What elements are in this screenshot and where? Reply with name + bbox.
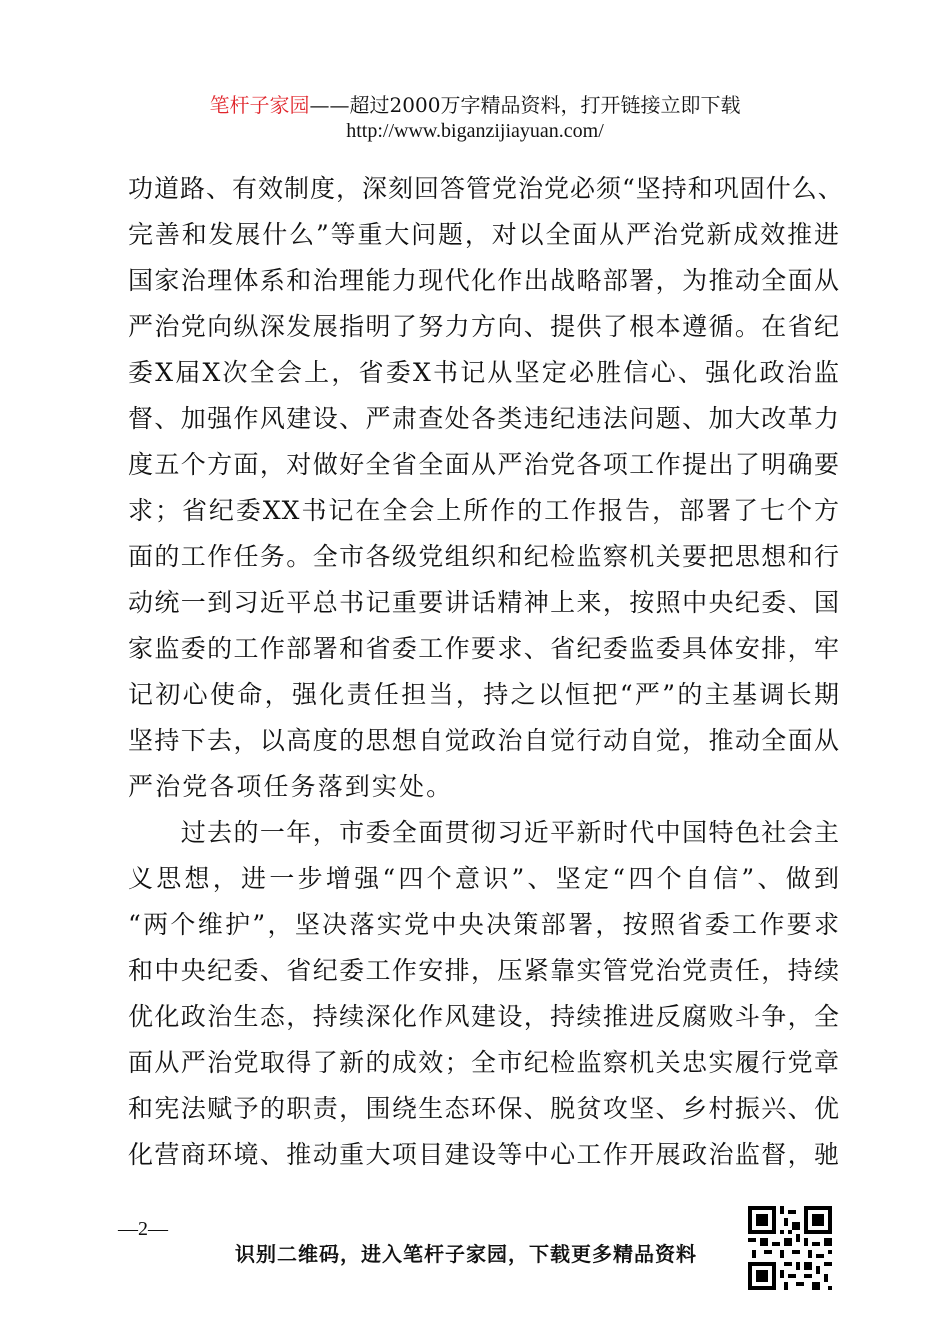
page-header [0,92,950,144]
page-number: —2— [118,1218,168,1240]
text-line: 和宪法赋予的职责，围绕生态环保、脱贫攻坚、乡村振兴、优 [128,1094,840,1123]
text-line: 度五个方面，对做好全省全面从严治党各项工作提出了明确要 [128,450,840,479]
text-line: 国家治理体系和治理能力现代化作出战略部署，为推动全面从 [128,266,840,295]
text-line: 严治党向纵深发展指明了努力方向、提供了根本遵循。在省纪 [128,312,840,341]
text-line: 动统一到习近平总书记重要讲话精神上来，按照中央纪委、国 [128,588,840,617]
text-line: 求；省纪委XX书记在全会上所作的工作报告，部署了七个方 [128,496,840,525]
text-line: 面的工作任务。全市各级党组织和纪检监察机关要把思想和行 [128,542,840,571]
text-line: 和中央纪委、省纪委工作安排，压紧靠实管党治党责任，持续 [128,956,840,985]
text-line: 优化政治生态，持续深化作风建设，持续推进反腐败斗争，全 [128,1002,840,1031]
paragraph [128,810,840,1178]
text-line: 家监委的工作部署和省委工作要求、省纪委监委具体安排，牢 [128,634,840,663]
text-line: 功道路、有效制度，深刻回答管党治党必须“坚持和巩固什么、 [128,174,844,203]
text-line: 化营商环境、推动重大项目建设等中心工作开展政治监督，驰 [128,1140,840,1169]
text-line: 记初心使命，强化责任担当，持之以恒把“严”的主基调长期 [128,680,840,709]
text-line: “两个维护”，坚决落实党中央决策部署，按照省委工作要求 [128,910,840,939]
text-line: 坚持下去，以高度的思想自觉政治自觉行动自觉，推动全面从 [128,726,840,755]
footer-slogan: 识别二维码，进入笔杆子家园，下载更多精品资料 [235,1242,697,1266]
header-tagline: ——超过2000万字精品资料，打开链接立即下载 [309,93,741,117]
text-line: 委X届X次全会上，省委X书记从坚定必胜信心、强化政治监 [128,358,840,387]
text-line: 义思想，进一步增强“四个意识”、坚定“四个自信”、做到 [128,864,840,893]
brand-name: 笔杆子家园 [209,93,310,117]
text-line: 过去的一年，市委全面贯彻习近平新时代中国特色社会主 [128,818,840,847]
qr-code-icon[interactable] [748,1206,832,1290]
text-line: 面从严治党取得了新的成效；全市纪检监察机关忠实履行党章 [128,1048,840,1077]
text-line: 完善和发展什么”等重大问题，对以全面从严治党新成效推进 [128,220,840,249]
header-url[interactable]: http://www.biganzijiayuan.com/ [346,120,604,142]
text-line: 严治党各项任务落到实处。 [128,772,454,801]
document-body [128,166,844,1178]
text-line: 督、加强作风建设、严肃查处各类违纪违法问题、加大改革力 [128,404,840,433]
paragraph [128,166,844,810]
